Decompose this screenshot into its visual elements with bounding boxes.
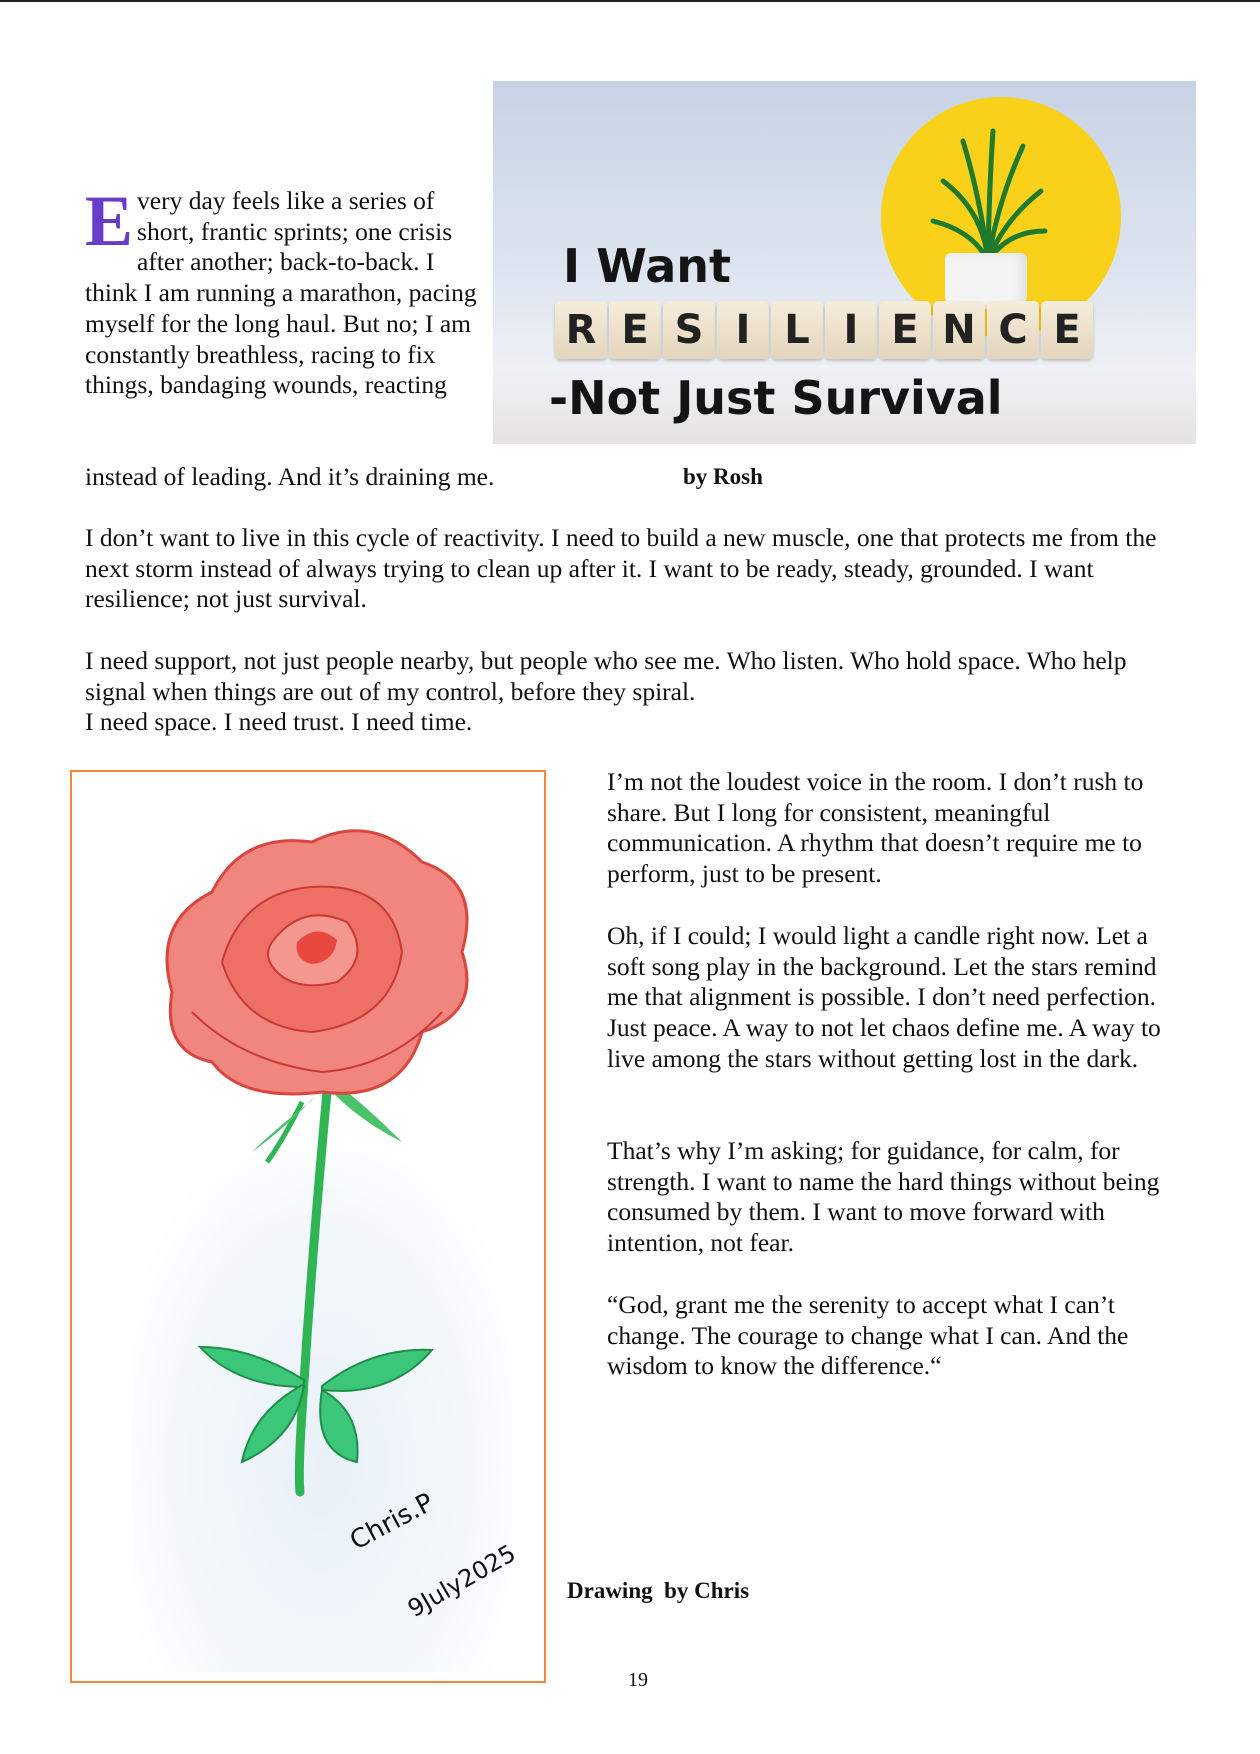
letter-block: R [555, 301, 607, 359]
letter-block: C [987, 301, 1039, 359]
letter-block: E [1041, 301, 1093, 359]
paragraph-6: That’s why I’m asking; for guidance, for calm, for strength. I want to name the hard things without being consumed by them. I want to move forward with intention, not fear. [607, 1136, 1160, 1258]
hero-line-1: I Want [563, 239, 732, 293]
letter-block: I [717, 301, 769, 359]
rose-drawing-frame [70, 770, 546, 1683]
signature-name: Chris.P [345, 1487, 439, 1557]
intro-last-line: instead of leading. And it’s draining me. [85, 462, 495, 491]
paragraph-7: “God, grant me the serenity to accept what I can’t change. The courage to change what I can. And the wisdom to know the difference.“ [607, 1290, 1129, 1381]
hero-line-3: -Not Just Survival [549, 371, 1003, 425]
letter-block: I [825, 301, 877, 359]
paragraph-5: Oh, if I could; I would light a candle right now. Let a soft song play in the background. Let the stars remind me that alignment is possible. I don’t need perfection. Just peace. A way to not let chaos define me. A way to live among the stars without getting lost in the dark. [607, 921, 1161, 1073]
intro-paragraph [85, 181, 485, 401]
plant-icon [923, 121, 1053, 271]
signature-date: 9July2025 [403, 1538, 521, 1624]
letter-block: L [771, 301, 823, 359]
top-rule [0, 0, 1260, 2]
letter-block: E [879, 301, 931, 359]
letter-block: N [933, 301, 985, 359]
rose-drawing [72, 772, 546, 1683]
drop-cap: E [85, 181, 134, 261]
hero-image [493, 81, 1196, 444]
drawing-credit: Drawing by Chris [567, 1578, 750, 1603]
letter-blocks [555, 301, 1093, 359]
page-number: 19 [628, 1669, 648, 1691]
paragraph-3a: I need support, not just people nearby, but people who see me. Who listen. Who hold space. Who help signal when things are out of my control, before they spiral. [85, 646, 1127, 706]
letter-block: E [609, 301, 661, 359]
intro-text: very day feels like a series of short, frantic sprints; one crisis after another; back-to-back. I think I am running a marathon, pacing myself for the long haul. But no; I am constantly breathless, racing to fix things, bandaging wounds, reacting [85, 186, 477, 400]
paragraph-2: I don’t want to live in this cycle of reactivity. I need to build a new muscle, one that protects me from the next storm instead of always trying to clean up after it. I want to be ready, steady, grounded. I want resilience; not just survival. [85, 523, 1157, 614]
paragraph-3b: I need space. I need trust. I need time. [85, 707, 473, 736]
letter-block: S [663, 301, 715, 359]
byline: by Rosh [683, 464, 763, 489]
paragraph-4: I’m not the loudest voice in the room. I don’t rush to share. But I long for consistent, meaningful communication. A rhythm that doesn’t require me to perform, just to be present. [607, 767, 1144, 889]
